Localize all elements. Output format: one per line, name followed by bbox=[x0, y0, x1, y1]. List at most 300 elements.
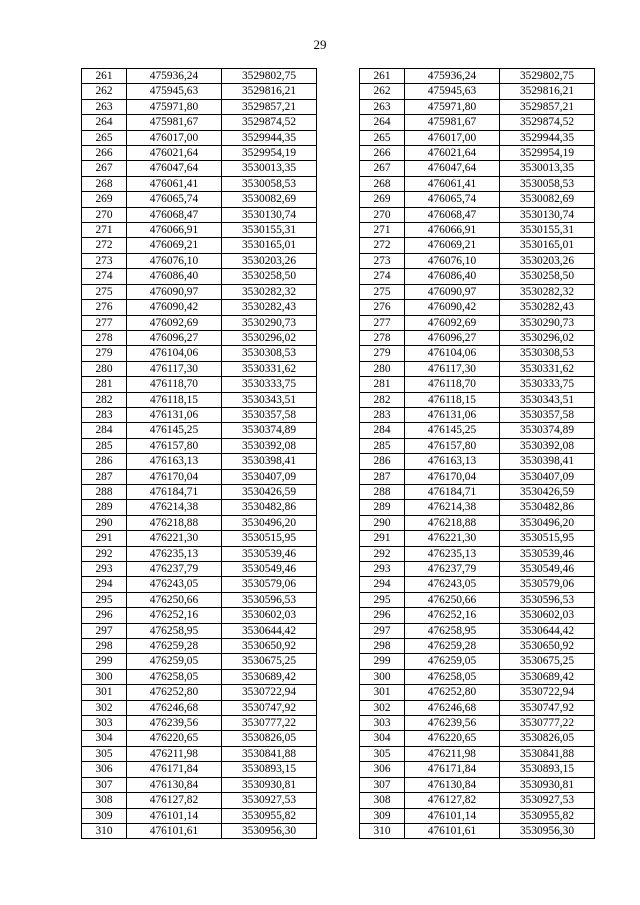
left-point-number-cell: 299 bbox=[82, 654, 127, 669]
right-x-coordinate-cell: 476259,28 bbox=[405, 639, 500, 654]
right-point-number-cell: 266 bbox=[360, 146, 405, 161]
right-y-coordinate-cell: 3530675,25 bbox=[500, 654, 595, 669]
right-y-coordinate-cell: 3530258,50 bbox=[500, 269, 595, 284]
left-point-number-cell: 300 bbox=[82, 669, 127, 684]
left-point-number-cell: 276 bbox=[82, 300, 127, 315]
left-y-coordinate-cell: 3529857,21 bbox=[222, 99, 317, 114]
right-x-coordinate-cell: 475981,67 bbox=[405, 115, 500, 130]
left-x-coordinate-cell: 476096,27 bbox=[127, 330, 222, 345]
column-separator bbox=[317, 130, 360, 145]
left-y-coordinate-cell: 3530082,69 bbox=[222, 192, 317, 207]
left-y-coordinate-cell: 3530927,53 bbox=[222, 793, 317, 808]
column-separator bbox=[317, 762, 360, 777]
left-point-number-cell: 294 bbox=[82, 577, 127, 592]
right-point-number-cell: 303 bbox=[360, 716, 405, 731]
column-separator bbox=[317, 223, 360, 238]
right-x-coordinate-cell: 476101,61 bbox=[405, 823, 500, 838]
left-y-coordinate-cell: 3530343,51 bbox=[222, 392, 317, 407]
left-x-coordinate-cell: 475971,80 bbox=[127, 99, 222, 114]
left-point-number-cell: 262 bbox=[82, 84, 127, 99]
left-point-number-cell: 271 bbox=[82, 223, 127, 238]
right-point-number-cell: 265 bbox=[360, 130, 405, 145]
left-point-number-cell: 263 bbox=[82, 99, 127, 114]
column-separator bbox=[317, 146, 360, 161]
table-row bbox=[82, 146, 595, 161]
left-point-number-cell: 292 bbox=[82, 546, 127, 561]
left-y-coordinate-cell: 3529874,52 bbox=[222, 115, 317, 130]
column-separator bbox=[317, 623, 360, 638]
right-point-number-cell: 281 bbox=[360, 377, 405, 392]
right-y-coordinate-cell: 3530927,53 bbox=[500, 793, 595, 808]
right-point-number-cell: 277 bbox=[360, 315, 405, 330]
left-point-number-cell: 280 bbox=[82, 361, 127, 376]
right-y-coordinate-cell: 3530407,09 bbox=[500, 469, 595, 484]
left-x-coordinate-cell: 476118,70 bbox=[127, 377, 222, 392]
column-separator bbox=[317, 99, 360, 114]
left-y-coordinate-cell: 3530258,50 bbox=[222, 269, 317, 284]
left-x-coordinate-cell: 476068,47 bbox=[127, 207, 222, 222]
table-row bbox=[82, 500, 595, 515]
left-x-coordinate-cell: 476118,15 bbox=[127, 392, 222, 407]
left-y-coordinate-cell: 3530374,89 bbox=[222, 423, 317, 438]
right-y-coordinate-cell: 3530282,32 bbox=[500, 284, 595, 299]
table-row bbox=[82, 777, 595, 792]
left-x-coordinate-cell: 476250,66 bbox=[127, 592, 222, 607]
right-x-coordinate-cell: 476259,05 bbox=[405, 654, 500, 669]
left-point-number-cell: 266 bbox=[82, 146, 127, 161]
left-y-coordinate-cell: 3530296,02 bbox=[222, 330, 317, 345]
right-y-coordinate-cell: 3530515,95 bbox=[500, 531, 595, 546]
right-point-number-cell: 306 bbox=[360, 762, 405, 777]
left-point-number-cell: 306 bbox=[82, 762, 127, 777]
left-y-coordinate-cell: 3530747,92 bbox=[222, 700, 317, 715]
right-point-number-cell: 292 bbox=[360, 546, 405, 561]
left-x-coordinate-cell: 476211,98 bbox=[127, 746, 222, 761]
left-x-coordinate-cell: 476220,65 bbox=[127, 731, 222, 746]
right-y-coordinate-cell: 3530482,86 bbox=[500, 500, 595, 515]
left-x-coordinate-cell: 476171,84 bbox=[127, 762, 222, 777]
right-y-coordinate-cell: 3530579,06 bbox=[500, 577, 595, 592]
table-row bbox=[82, 592, 595, 607]
right-x-coordinate-cell: 476258,05 bbox=[405, 669, 500, 684]
table-row bbox=[82, 484, 595, 499]
left-y-coordinate-cell: 3530539,46 bbox=[222, 546, 317, 561]
left-y-coordinate-cell: 3530644,42 bbox=[222, 623, 317, 638]
left-point-number-cell: 275 bbox=[82, 284, 127, 299]
right-y-coordinate-cell: 3530956,30 bbox=[500, 823, 595, 838]
right-point-number-cell: 275 bbox=[360, 284, 405, 299]
right-y-coordinate-cell: 3530689,42 bbox=[500, 669, 595, 684]
table-row bbox=[82, 808, 595, 823]
left-x-coordinate-cell: 476239,56 bbox=[127, 716, 222, 731]
table-row bbox=[82, 577, 595, 592]
left-x-coordinate-cell: 475981,67 bbox=[127, 115, 222, 130]
table-row bbox=[82, 223, 595, 238]
left-y-coordinate-cell: 3530956,30 bbox=[222, 823, 317, 838]
right-point-number-cell: 284 bbox=[360, 423, 405, 438]
right-point-number-cell: 301 bbox=[360, 685, 405, 700]
column-separator bbox=[317, 562, 360, 577]
table-row bbox=[82, 207, 595, 222]
right-x-coordinate-cell: 476218,88 bbox=[405, 515, 500, 530]
column-separator bbox=[317, 608, 360, 623]
left-point-number-cell: 283 bbox=[82, 407, 127, 422]
table-row bbox=[82, 346, 595, 361]
left-y-coordinate-cell: 3530515,95 bbox=[222, 531, 317, 546]
right-point-number-cell: 300 bbox=[360, 669, 405, 684]
table-row bbox=[82, 176, 595, 191]
left-x-coordinate-cell: 476145,25 bbox=[127, 423, 222, 438]
right-x-coordinate-cell: 476076,10 bbox=[405, 253, 500, 268]
right-point-number-cell: 274 bbox=[360, 269, 405, 284]
table-row bbox=[82, 762, 595, 777]
right-point-number-cell: 294 bbox=[360, 577, 405, 592]
right-y-coordinate-cell: 3530596,53 bbox=[500, 592, 595, 607]
table-row bbox=[82, 84, 595, 99]
left-y-coordinate-cell: 3530841,88 bbox=[222, 746, 317, 761]
left-point-number-cell: 277 bbox=[82, 315, 127, 330]
right-x-coordinate-cell: 476065,74 bbox=[405, 192, 500, 207]
right-y-coordinate-cell: 3530282,43 bbox=[500, 300, 595, 315]
right-x-coordinate-cell: 476066,91 bbox=[405, 223, 500, 238]
left-point-number-cell: 267 bbox=[82, 161, 127, 176]
right-x-coordinate-cell: 475971,80 bbox=[405, 99, 500, 114]
right-x-coordinate-cell: 476221,30 bbox=[405, 531, 500, 546]
right-point-number-cell: 288 bbox=[360, 484, 405, 499]
right-x-coordinate-cell: 476211,98 bbox=[405, 746, 500, 761]
left-y-coordinate-cell: 3530130,74 bbox=[222, 207, 317, 222]
left-x-coordinate-cell: 476069,21 bbox=[127, 238, 222, 253]
coordinates-table-body bbox=[82, 69, 595, 839]
left-x-coordinate-cell: 476214,38 bbox=[127, 500, 222, 515]
column-separator bbox=[317, 269, 360, 284]
left-y-coordinate-cell: 3530290,73 bbox=[222, 315, 317, 330]
right-x-coordinate-cell: 476092,69 bbox=[405, 315, 500, 330]
table-row bbox=[82, 654, 595, 669]
right-y-coordinate-cell: 3530549,46 bbox=[500, 562, 595, 577]
right-point-number-cell: 278 bbox=[360, 330, 405, 345]
right-y-coordinate-cell: 3530165,01 bbox=[500, 238, 595, 253]
left-y-coordinate-cell: 3530058,53 bbox=[222, 176, 317, 191]
left-point-number-cell: 307 bbox=[82, 777, 127, 792]
right-x-coordinate-cell: 476184,71 bbox=[405, 484, 500, 499]
column-separator bbox=[317, 700, 360, 715]
left-point-number-cell: 261 bbox=[82, 69, 127, 84]
column-separator bbox=[317, 639, 360, 654]
left-x-coordinate-cell: 476243,05 bbox=[127, 577, 222, 592]
right-point-number-cell: 269 bbox=[360, 192, 405, 207]
column-separator bbox=[317, 654, 360, 669]
column-separator bbox=[317, 315, 360, 330]
left-point-number-cell: 308 bbox=[82, 793, 127, 808]
column-separator bbox=[317, 531, 360, 546]
left-point-number-cell: 289 bbox=[82, 500, 127, 515]
right-point-number-cell: 302 bbox=[360, 700, 405, 715]
table-row bbox=[82, 746, 595, 761]
right-y-coordinate-cell: 3530343,51 bbox=[500, 392, 595, 407]
left-point-number-cell: 286 bbox=[82, 454, 127, 469]
right-point-number-cell: 280 bbox=[360, 361, 405, 376]
right-point-number-cell: 295 bbox=[360, 592, 405, 607]
right-point-number-cell: 298 bbox=[360, 639, 405, 654]
right-point-number-cell: 283 bbox=[360, 407, 405, 422]
table-row bbox=[82, 161, 595, 176]
table-row bbox=[82, 623, 595, 638]
left-x-coordinate-cell: 476237,79 bbox=[127, 562, 222, 577]
table-row bbox=[82, 238, 595, 253]
left-x-coordinate-cell: 476086,40 bbox=[127, 269, 222, 284]
right-y-coordinate-cell: 3530602,03 bbox=[500, 608, 595, 623]
right-x-coordinate-cell: 476214,38 bbox=[405, 500, 500, 515]
right-x-coordinate-cell: 476243,05 bbox=[405, 577, 500, 592]
coordinates-table bbox=[81, 68, 595, 839]
left-x-coordinate-cell: 475936,24 bbox=[127, 69, 222, 84]
right-point-number-cell: 304 bbox=[360, 731, 405, 746]
right-point-number-cell: 279 bbox=[360, 346, 405, 361]
column-separator bbox=[317, 84, 360, 99]
column-separator bbox=[317, 746, 360, 761]
left-y-coordinate-cell: 3530331,62 bbox=[222, 361, 317, 376]
left-y-coordinate-cell: 3530777,22 bbox=[222, 716, 317, 731]
right-x-coordinate-cell: 476170,04 bbox=[405, 469, 500, 484]
right-y-coordinate-cell: 3530290,73 bbox=[500, 315, 595, 330]
left-x-coordinate-cell: 476104,06 bbox=[127, 346, 222, 361]
right-y-coordinate-cell: 3530747,92 bbox=[500, 700, 595, 715]
left-y-coordinate-cell: 3530893,15 bbox=[222, 762, 317, 777]
right-y-coordinate-cell: 3530398,41 bbox=[500, 454, 595, 469]
table-row bbox=[82, 700, 595, 715]
column-separator bbox=[317, 454, 360, 469]
left-y-coordinate-cell: 3530357,58 bbox=[222, 407, 317, 422]
column-separator bbox=[317, 500, 360, 515]
table-row bbox=[82, 454, 595, 469]
column-separator bbox=[317, 407, 360, 422]
right-point-number-cell: 308 bbox=[360, 793, 405, 808]
left-y-coordinate-cell: 3530013,35 bbox=[222, 161, 317, 176]
right-point-number-cell: 282 bbox=[360, 392, 405, 407]
table-row bbox=[82, 361, 595, 376]
right-point-number-cell: 305 bbox=[360, 746, 405, 761]
left-x-coordinate-cell: 476131,06 bbox=[127, 407, 222, 422]
left-x-coordinate-cell: 476170,04 bbox=[127, 469, 222, 484]
column-separator bbox=[317, 592, 360, 607]
right-x-coordinate-cell: 476061,41 bbox=[405, 176, 500, 191]
left-point-number-cell: 279 bbox=[82, 346, 127, 361]
right-y-coordinate-cell: 3530496,20 bbox=[500, 515, 595, 530]
left-point-number-cell: 265 bbox=[82, 130, 127, 145]
right-y-coordinate-cell: 3529954,19 bbox=[500, 146, 595, 161]
left-x-coordinate-cell: 476061,41 bbox=[127, 176, 222, 191]
left-point-number-cell: 264 bbox=[82, 115, 127, 130]
right-point-number-cell: 307 bbox=[360, 777, 405, 792]
column-separator bbox=[317, 777, 360, 792]
left-point-number-cell: 281 bbox=[82, 377, 127, 392]
right-y-coordinate-cell: 3530426,59 bbox=[500, 484, 595, 499]
right-y-coordinate-cell: 3530013,35 bbox=[500, 161, 595, 176]
left-x-coordinate-cell: 476065,74 bbox=[127, 192, 222, 207]
left-y-coordinate-cell: 3530722,94 bbox=[222, 685, 317, 700]
left-y-coordinate-cell: 3530596,53 bbox=[222, 592, 317, 607]
left-y-coordinate-cell: 3530203,26 bbox=[222, 253, 317, 268]
left-y-coordinate-cell: 3530282,43 bbox=[222, 300, 317, 315]
right-x-coordinate-cell: 476252,80 bbox=[405, 685, 500, 700]
left-y-coordinate-cell: 3530398,41 bbox=[222, 454, 317, 469]
left-y-coordinate-cell: 3530392,08 bbox=[222, 438, 317, 453]
right-y-coordinate-cell: 3530130,74 bbox=[500, 207, 595, 222]
right-point-number-cell: 270 bbox=[360, 207, 405, 222]
right-y-coordinate-cell: 3530893,15 bbox=[500, 762, 595, 777]
column-separator bbox=[317, 176, 360, 191]
column-separator bbox=[317, 808, 360, 823]
right-y-coordinate-cell: 3529857,21 bbox=[500, 99, 595, 114]
table-row bbox=[82, 515, 595, 530]
right-point-number-cell: 276 bbox=[360, 300, 405, 315]
right-x-coordinate-cell: 476171,84 bbox=[405, 762, 500, 777]
left-y-coordinate-cell: 3529802,75 bbox=[222, 69, 317, 84]
right-y-coordinate-cell: 3530374,89 bbox=[500, 423, 595, 438]
right-point-number-cell: 268 bbox=[360, 176, 405, 191]
column-separator bbox=[317, 69, 360, 84]
table-row bbox=[82, 392, 595, 407]
right-y-coordinate-cell: 3530331,62 bbox=[500, 361, 595, 376]
right-y-coordinate-cell: 3530955,82 bbox=[500, 808, 595, 823]
right-x-coordinate-cell: 476157,80 bbox=[405, 438, 500, 453]
right-point-number-cell: 291 bbox=[360, 531, 405, 546]
left-y-coordinate-cell: 3530155,31 bbox=[222, 223, 317, 238]
table-row bbox=[82, 130, 595, 145]
right-point-number-cell: 285 bbox=[360, 438, 405, 453]
left-x-coordinate-cell: 476066,91 bbox=[127, 223, 222, 238]
left-point-number-cell: 285 bbox=[82, 438, 127, 453]
table-row bbox=[82, 639, 595, 654]
right-x-coordinate-cell: 476101,14 bbox=[405, 808, 500, 823]
left-point-number-cell: 293 bbox=[82, 562, 127, 577]
left-x-coordinate-cell: 476218,88 bbox=[127, 515, 222, 530]
column-separator bbox=[317, 161, 360, 176]
left-point-number-cell: 274 bbox=[82, 269, 127, 284]
left-y-coordinate-cell: 3530482,86 bbox=[222, 500, 317, 515]
left-y-coordinate-cell: 3529954,19 bbox=[222, 146, 317, 161]
right-point-number-cell: 286 bbox=[360, 454, 405, 469]
table-row bbox=[82, 423, 595, 438]
table-row bbox=[82, 253, 595, 268]
column-separator bbox=[317, 716, 360, 731]
table-row bbox=[82, 284, 595, 299]
page-number: 29 bbox=[313, 37, 327, 52]
left-point-number-cell: 288 bbox=[82, 484, 127, 499]
column-separator bbox=[317, 469, 360, 484]
left-point-number-cell: 304 bbox=[82, 731, 127, 746]
right-y-coordinate-cell: 3530650,92 bbox=[500, 639, 595, 654]
right-point-number-cell: 271 bbox=[360, 223, 405, 238]
right-x-coordinate-cell: 476127,82 bbox=[405, 793, 500, 808]
table-row bbox=[82, 438, 595, 453]
left-y-coordinate-cell: 3530496,20 bbox=[222, 515, 317, 530]
right-point-number-cell: 264 bbox=[360, 115, 405, 130]
left-x-coordinate-cell: 476117,30 bbox=[127, 361, 222, 376]
table-row bbox=[82, 69, 595, 84]
table-row bbox=[82, 469, 595, 484]
column-separator bbox=[317, 484, 360, 499]
right-x-coordinate-cell: 475945,63 bbox=[405, 84, 500, 99]
right-y-coordinate-cell: 3530308,53 bbox=[500, 346, 595, 361]
left-point-number-cell: 282 bbox=[82, 392, 127, 407]
right-y-coordinate-cell: 3530722,94 bbox=[500, 685, 595, 700]
right-x-coordinate-cell: 476096,27 bbox=[405, 330, 500, 345]
table-row bbox=[82, 669, 595, 684]
table-row bbox=[82, 269, 595, 284]
column-separator bbox=[317, 823, 360, 838]
left-point-number-cell: 287 bbox=[82, 469, 127, 484]
right-y-coordinate-cell: 3530930,81 bbox=[500, 777, 595, 792]
right-y-coordinate-cell: 3530841,88 bbox=[500, 746, 595, 761]
left-x-coordinate-cell: 476092,69 bbox=[127, 315, 222, 330]
left-y-coordinate-cell: 3529816,21 bbox=[222, 84, 317, 99]
left-y-coordinate-cell: 3530282,32 bbox=[222, 284, 317, 299]
column-separator bbox=[317, 546, 360, 561]
right-x-coordinate-cell: 476090,97 bbox=[405, 284, 500, 299]
right-x-coordinate-cell: 476047,64 bbox=[405, 161, 500, 176]
left-y-coordinate-cell: 3530826,05 bbox=[222, 731, 317, 746]
left-point-number-cell: 309 bbox=[82, 808, 127, 823]
column-separator bbox=[317, 253, 360, 268]
table-row bbox=[82, 685, 595, 700]
right-x-coordinate-cell: 476220,65 bbox=[405, 731, 500, 746]
column-separator bbox=[317, 238, 360, 253]
right-y-coordinate-cell: 3529874,52 bbox=[500, 115, 595, 130]
table-row bbox=[82, 407, 595, 422]
left-x-coordinate-cell: 476258,95 bbox=[127, 623, 222, 638]
right-point-number-cell: 296 bbox=[360, 608, 405, 623]
right-x-coordinate-cell: 476235,13 bbox=[405, 546, 500, 561]
left-x-coordinate-cell: 476090,42 bbox=[127, 300, 222, 315]
left-point-number-cell: 296 bbox=[82, 608, 127, 623]
right-x-coordinate-cell: 476021,64 bbox=[405, 146, 500, 161]
left-x-coordinate-cell: 476259,05 bbox=[127, 654, 222, 669]
left-point-number-cell: 290 bbox=[82, 515, 127, 530]
right-point-number-cell: 261 bbox=[360, 69, 405, 84]
left-x-coordinate-cell: 476101,61 bbox=[127, 823, 222, 838]
right-x-coordinate-cell: 476258,95 bbox=[405, 623, 500, 638]
column-separator bbox=[317, 377, 360, 392]
right-x-coordinate-cell: 476069,21 bbox=[405, 238, 500, 253]
right-point-number-cell: 289 bbox=[360, 500, 405, 515]
column-separator bbox=[317, 330, 360, 345]
left-point-number-cell: 303 bbox=[82, 716, 127, 731]
table-row bbox=[82, 377, 595, 392]
left-x-coordinate-cell: 476101,14 bbox=[127, 808, 222, 823]
column-separator bbox=[317, 731, 360, 746]
right-point-number-cell: 293 bbox=[360, 562, 405, 577]
left-y-coordinate-cell: 3529944,35 bbox=[222, 130, 317, 145]
left-y-coordinate-cell: 3530602,03 bbox=[222, 608, 317, 623]
left-point-number-cell: 291 bbox=[82, 531, 127, 546]
right-x-coordinate-cell: 476163,13 bbox=[405, 454, 500, 469]
right-x-coordinate-cell: 476068,47 bbox=[405, 207, 500, 222]
left-x-coordinate-cell: 476157,80 bbox=[127, 438, 222, 453]
left-point-number-cell: 268 bbox=[82, 176, 127, 191]
left-x-coordinate-cell: 476184,71 bbox=[127, 484, 222, 499]
table-row bbox=[82, 330, 595, 345]
right-y-coordinate-cell: 3529816,21 bbox=[500, 84, 595, 99]
right-x-coordinate-cell: 476239,56 bbox=[405, 716, 500, 731]
table-row bbox=[82, 99, 595, 114]
column-separator bbox=[317, 392, 360, 407]
right-x-coordinate-cell: 476118,15 bbox=[405, 392, 500, 407]
column-separator bbox=[317, 793, 360, 808]
left-point-number-cell: 269 bbox=[82, 192, 127, 207]
right-y-coordinate-cell: 3530333,75 bbox=[500, 377, 595, 392]
